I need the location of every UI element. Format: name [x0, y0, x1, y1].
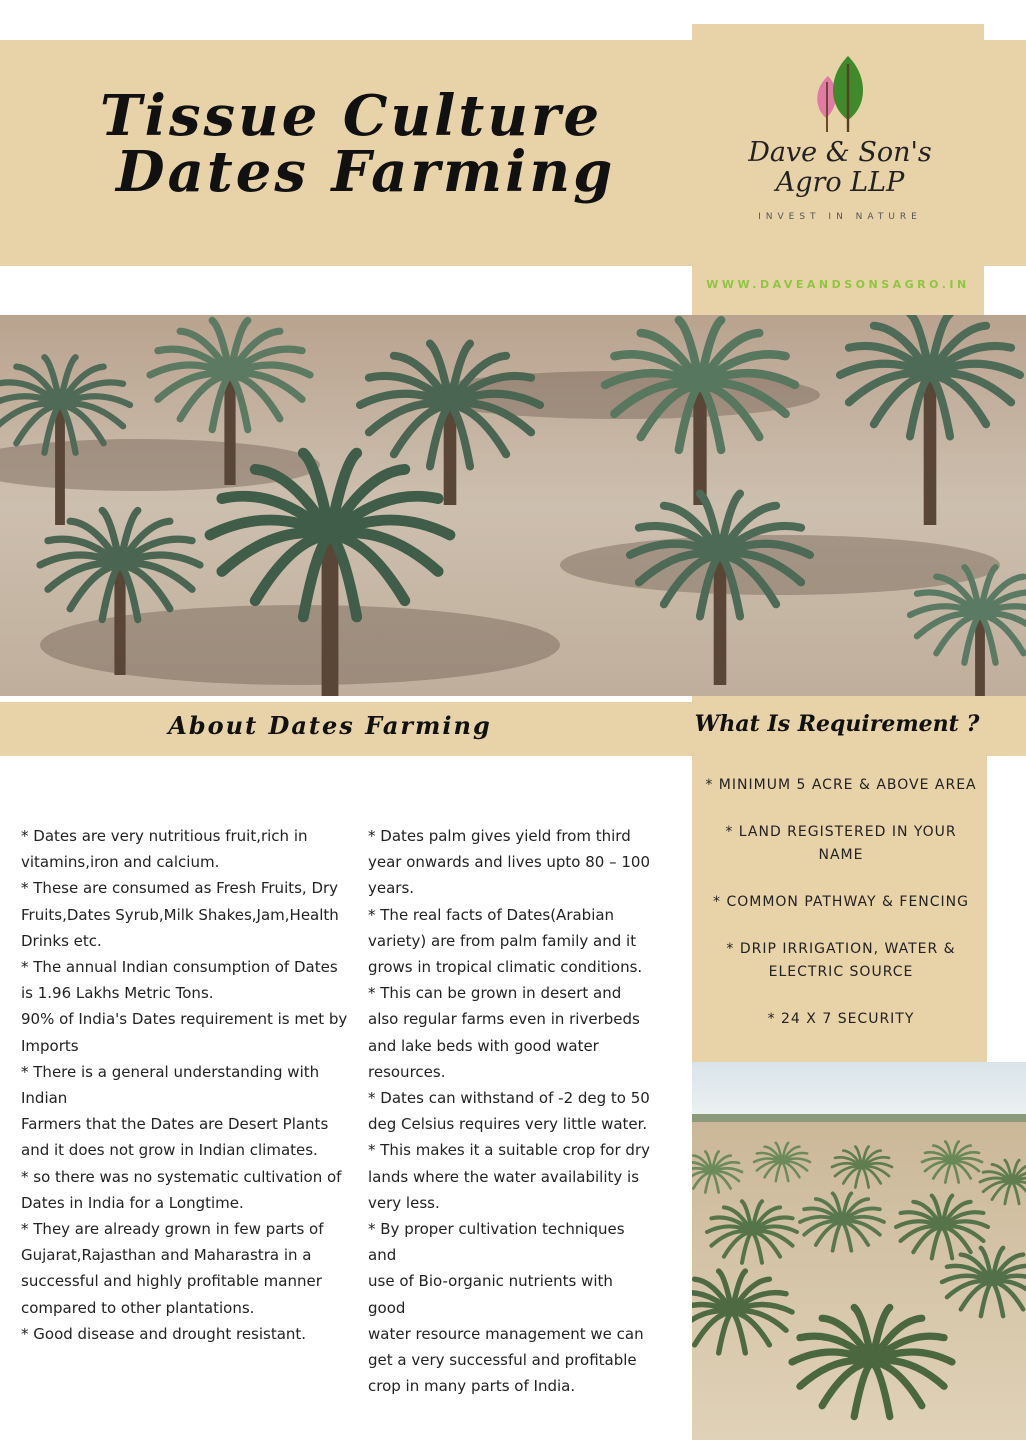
brand-name-line2: Agro LLP	[775, 167, 905, 198]
about-right-column	[368, 823, 650, 1399]
requirement-item: * COMMON PATHWAY & FENCING	[713, 894, 969, 910]
about-paragraph: * Good disease and drought resistant.	[21, 1324, 307, 1343]
page-title	[100, 83, 660, 205]
about-paragraph: * Dates are very nutritious fruit,rich in vitamins,iron and calcium.	[21, 827, 308, 872]
about-left-column	[21, 823, 353, 1347]
requirement-item: * 24 X 7 SECURITY	[767, 1011, 915, 1027]
about-paragraph: * The real facts of Dates(Arabian variety) are from palm family and it grows in tropical climatic conditions.	[368, 905, 643, 977]
requirement-item: * DRIP IRRIGATION, WATER & ELECTRIC SOURCE	[726, 941, 956, 980]
about-paragraph: * These are consumed as Fresh Fruits, Dry Fruits,Dates Syrub,Milk Shakes,Jam,Health Drinks etc.	[21, 879, 339, 950]
page-title-line1: Tissue Culture	[100, 83, 603, 149]
brand-tagline: INVEST IN NATURE	[758, 212, 922, 222]
about-paragraph: water resource management we can get a very successful and profitable crop in many parts of India.	[368, 1324, 644, 1396]
about-paragraph: Farmers that the Dates are Desert Plants and it does not grow in Indian climates.	[21, 1115, 329, 1160]
requirements-list	[702, 774, 980, 1055]
requirement-item: * MINIMUM 5 ACRE & ABOVE AREA	[705, 777, 977, 793]
about-paragraph: * This makes it a suitable crop for dry lands where the water availability is very less.	[368, 1141, 650, 1212]
young-palms-photo	[692, 1062, 1026, 1440]
brand-name-line1: Dave & Son's	[748, 137, 932, 168]
about-heading: About Dates Farming	[168, 711, 492, 740]
brand-name	[720, 138, 960, 198]
header-band-right	[984, 40, 1026, 266]
two-leaves-icon	[806, 52, 876, 136]
about-paragraph: * This can be grown in desert and also regular farms even in riverbeds and lake beds with good water resources.	[368, 984, 640, 1081]
about-paragraph: * There is a general understanding with Indian	[21, 1062, 320, 1108]
about-paragraph: * The annual Indian consumption of Dates is 1.96 Lakhs Metric Tons.	[21, 958, 338, 1003]
about-paragraph: * By proper cultivation techniques and	[368, 1220, 625, 1265]
about-paragraph: 90% of India's Dates requirement is met by Imports	[21, 1010, 348, 1055]
requirement-item: * LAND REGISTERED IN YOUR NAME	[725, 824, 957, 863]
about-paragraph: * Dates palm gives yield from third year onwards and lives upto 80 – 100 years.	[368, 827, 651, 898]
page-title-line2: Dates Farming	[116, 139, 616, 205]
about-paragraph: * Dates can withstand of -2 deg to 50 deg Celsius requires very little water.	[368, 1089, 650, 1134]
requirement-heading: What Is Requirement ?	[694, 711, 980, 737]
website-link[interactable]: WWW.DAVEANDSONSAGRO.IN	[706, 278, 970, 291]
about-paragraph: * They are already grown in few parts of Gujarat,Rajasthan and Maharastra in a successful and highly profitable manner compared to other plantations.	[21, 1220, 324, 1317]
about-paragraph: use of Bio-organic nutrients with good	[368, 1272, 613, 1317]
hero-palm-plantation-photo	[0, 315, 1026, 696]
about-paragraph: * so there was no systematic cultivation of Dates in India for a Longtime.	[21, 1167, 342, 1212]
